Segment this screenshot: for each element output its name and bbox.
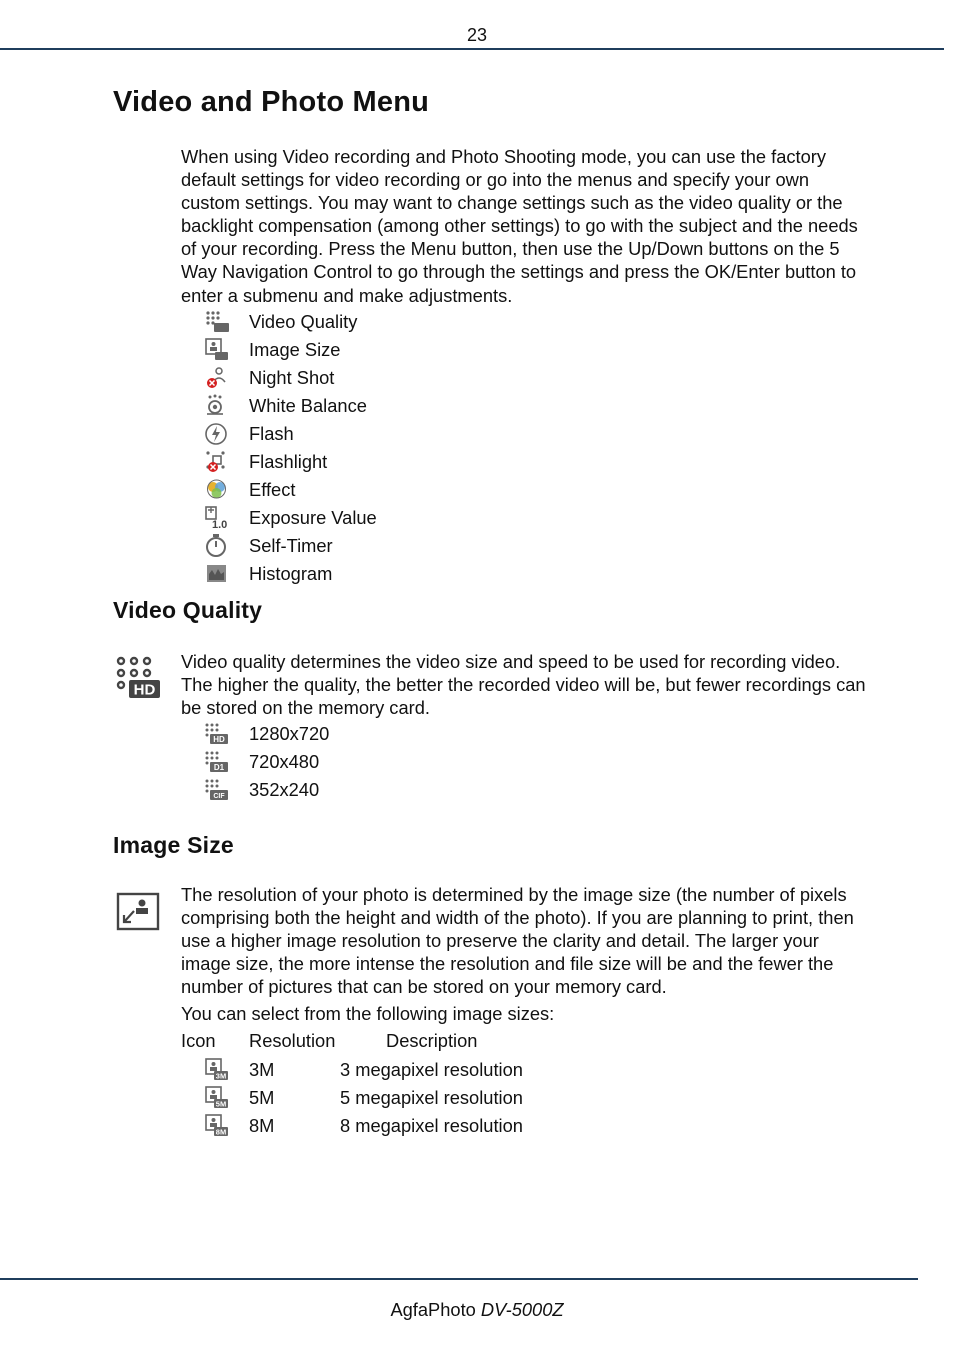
svg-text:3M: 3M [215, 1071, 227, 1081]
effect-icon [204, 478, 230, 502]
menu-item-label: Flashlight [249, 451, 328, 472]
image-size-select-text: You can select from the following image sizes: [181, 1003, 555, 1024]
menu-item-label: Video Quality [249, 311, 358, 332]
hd-quality-icon [204, 722, 230, 746]
footer-rule [0, 1278, 918, 1280]
table-cell-resolution: 5M [249, 1087, 275, 1108]
image-size-8m-icon [204, 1114, 230, 1138]
video-quality-icon [204, 310, 230, 334]
image-size-icon [204, 338, 230, 362]
image-size-description: The resolution of your photo is determined by the image size (the number of pixels comprising both the height and width of the photo). If you are planning to print, then use a higher image resolution to preserve the clarity and detail. The larger your image size, the more intense the resolution and file size will be and the fewer the number of pictures that can be stored on your memory card. [181, 884, 854, 998]
header-rule [0, 48, 944, 50]
night-shot-icon [204, 366, 230, 390]
svg-text:5M: 5M [215, 1099, 227, 1109]
image-size-table [181, 1030, 581, 1140]
exposure-value-icon [204, 506, 230, 530]
video-quality-option-label: 1280x720 [249, 723, 330, 744]
svg-text:CIF: CIF [213, 793, 225, 800]
svg-text:8M: 8M [215, 1127, 227, 1137]
image-size-large-icon [114, 891, 162, 933]
flashlight-icon [204, 450, 230, 474]
table-header-description: Description [386, 1030, 478, 1051]
white-balance-icon [204, 394, 230, 418]
menu-item-label: Night Shot [249, 367, 335, 388]
menu-item-label: White Balance [249, 395, 367, 416]
cif-quality-icon [204, 778, 230, 802]
video-quality-option-label: 720x480 [249, 751, 320, 772]
table-row [200, 1058, 580, 1084]
menu-item-label: Histogram [249, 563, 333, 584]
table-cell-description: 3 megapixel resolution [340, 1059, 523, 1080]
table-header-icon: Icon [181, 1030, 216, 1051]
table-header-resolution: Resolution [249, 1030, 336, 1051]
page-title: Video and Photo Menu [113, 86, 430, 118]
svg-text:1.0: 1.0 [212, 519, 228, 530]
video-quality-description: Video quality determines the video size and speed to be used for recording video. The higher the quality, the better the recorded video will be, but fewer recordings can be stored on the memory card. [181, 651, 866, 719]
svg-text:HD: HD [213, 735, 225, 744]
d1-quality-icon [204, 750, 230, 774]
footer-model: DV-5000Z [480, 1299, 564, 1320]
table-row [200, 1114, 580, 1140]
flash-icon [204, 422, 230, 446]
image-size-heading: Image Size [113, 832, 234, 858]
menu-item-label: Exposure Value [249, 507, 377, 528]
image-size-3m-icon [204, 1058, 230, 1082]
self-timer-icon [204, 534, 230, 558]
image-size-5m-icon [204, 1086, 230, 1110]
histogram-icon [204, 562, 230, 586]
table-cell-description: 8 megapixel resolution [340, 1115, 523, 1136]
svg-text:HD: HD [133, 681, 156, 699]
table-row [200, 1086, 580, 1112]
video-quality-large-icon [114, 655, 162, 703]
footer [0, 1299, 954, 1321]
menu-item-label: Self-Timer [249, 535, 333, 556]
svg-text:D1: D1 [213, 763, 225, 772]
page-number: 23 [466, 25, 488, 45]
footer-brand: AgfaPhoto [390, 1299, 476, 1320]
video-quality-heading: Video Quality [113, 597, 263, 623]
video-quality-option-label: 352x240 [249, 779, 320, 800]
table-cell-resolution: 3M [249, 1059, 275, 1080]
menu-item-label: Image Size [249, 339, 341, 360]
table-cell-description: 5 megapixel resolution [340, 1087, 523, 1108]
table-cell-resolution: 8M [249, 1115, 275, 1136]
menu-item-label: Flash [249, 423, 294, 444]
menu-item-label: Effect [249, 479, 296, 500]
intro-paragraph: When using Video recording and Photo Shooting mode, you can use the factory default settings for video recording or go into the menus and specify your own custom settings. You may want to change settings such as the video quality or the backlight compensation (among other settings) to go with the subject and the needs of your recording. Press the Menu button, then use the Up/Down buttons on the 5 Way Navigation Control to go through the settings and press the OK/Enter button to enter a submenu and make adjustments. [181, 146, 858, 306]
